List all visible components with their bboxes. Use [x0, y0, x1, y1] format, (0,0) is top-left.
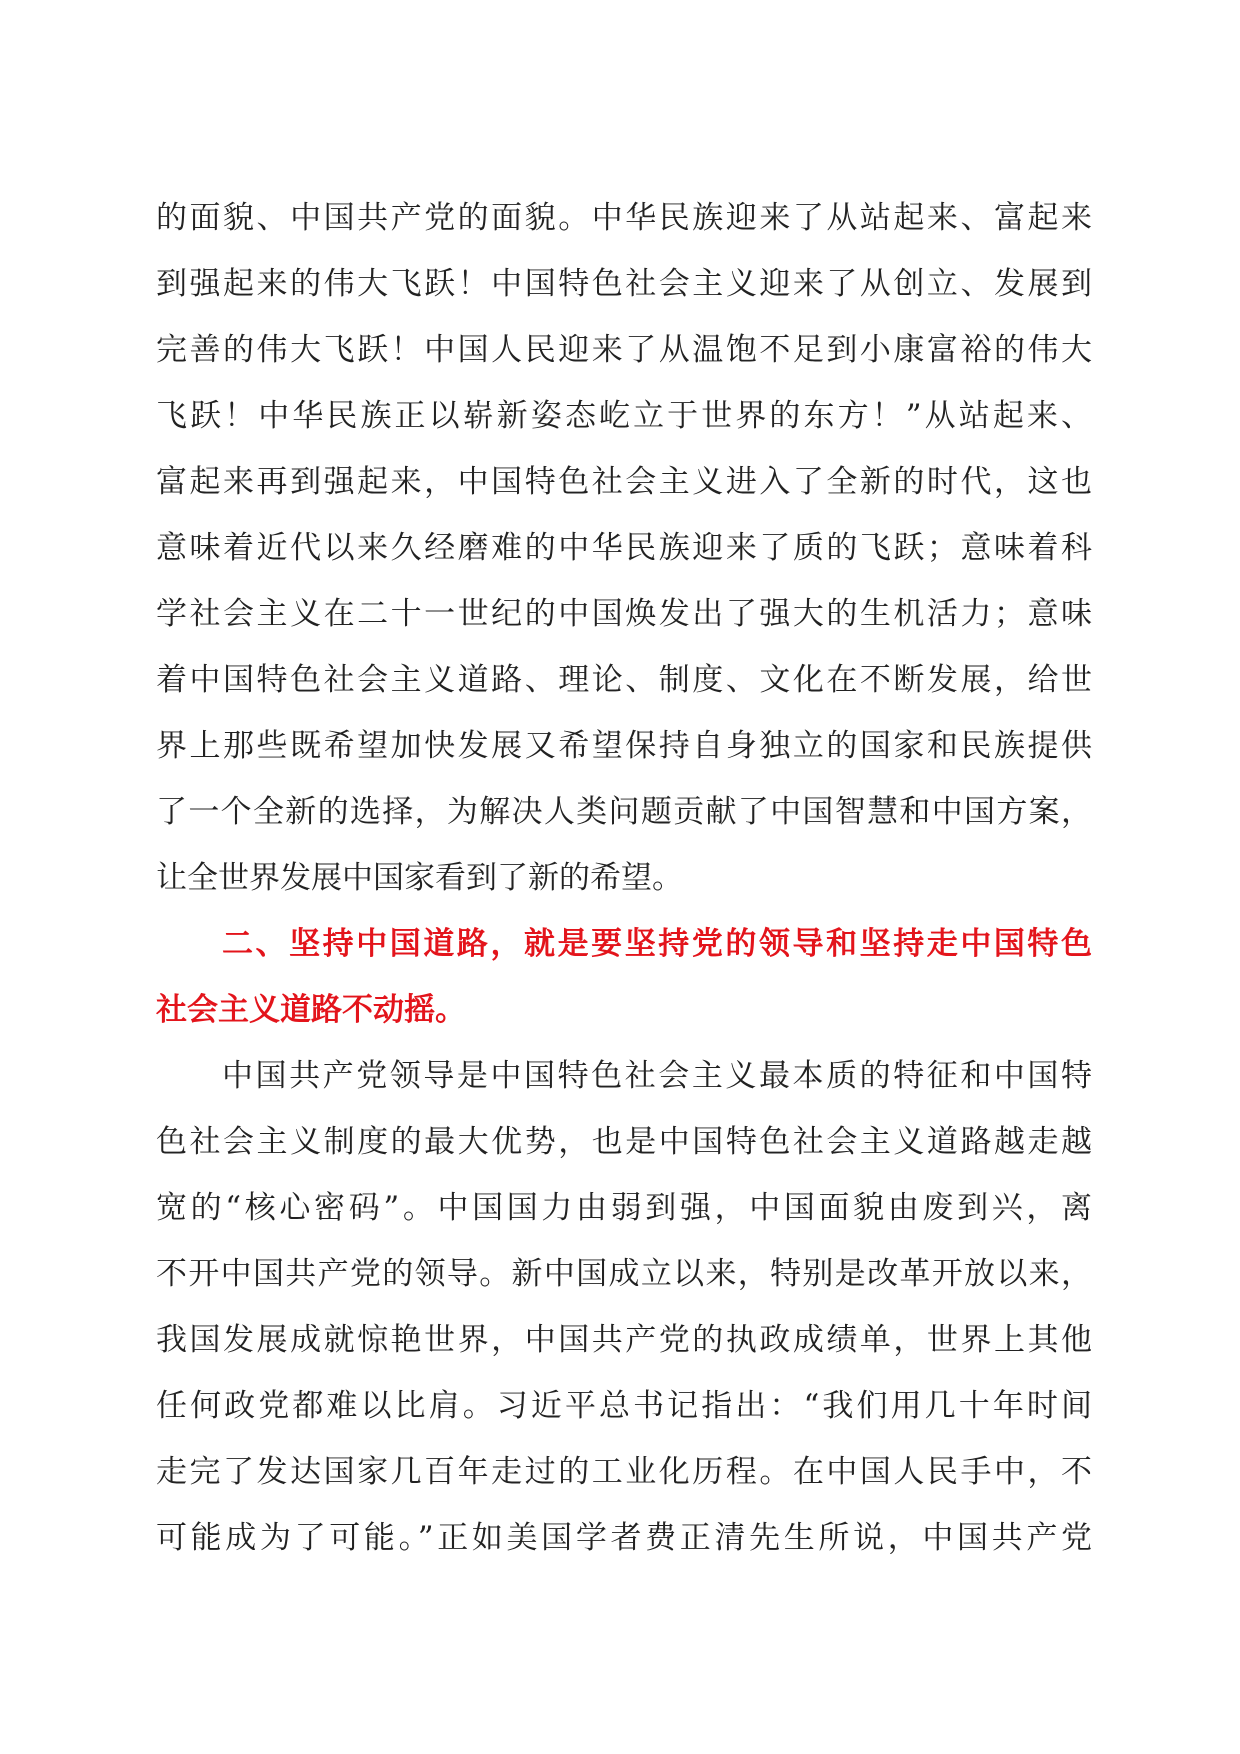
- document-body: [156, 185, 1092, 1571]
- paragraph-2-line: 我国发展成就惊艳世界，中国共产党的执政成绩单，世界上其他: [156, 1322, 1092, 1358]
- paragraph-1-line: 到强起来的伟大飞跃！中国特色社会主义迎来了从创立、发展到: [156, 266, 1092, 302]
- paragraph-2-line: 中国共产党领导是中国特色社会主义最本质的特征和中国特: [222, 1058, 1092, 1094]
- paragraph-1-line: 完善的伟大飞跃！中国人民迎来了从温饱不足到小康富裕的伟大: [156, 332, 1092, 368]
- paragraph-2-line: 宽的“核心密码”。中国国力由弱到强，中国面貌由废到兴，离: [156, 1190, 1092, 1226]
- paragraph-1-line: 让全世界发展中国家看到了新的希望。: [156, 860, 683, 896]
- paragraph-1-line: 的面貌、中国共产党的面貌。中华民族迎来了从站起来、富起来: [156, 200, 1092, 236]
- paragraph-1-line: 飞跃！中华民族正以崭新姿态屹立于世界的东方！”从站起来、: [156, 398, 1092, 434]
- paragraph-2-line: 走完了发达国家几百年走过的工业化历程。在中国人民手中，不: [156, 1454, 1092, 1490]
- paragraph-1-line: 意味着近代以来久经磨难的中华民族迎来了质的飞跃；意味着科: [156, 530, 1092, 566]
- section-heading-line: 社会主义道路不动摇。: [156, 992, 466, 1028]
- paragraph-1-line: 着中国特色社会主义道路、理论、制度、文化在不断发展，给世: [156, 662, 1092, 698]
- paragraph-1-line: 界上那些既希望加快发展又希望保持自身独立的国家和民族提供: [156, 728, 1092, 764]
- paragraph-1-line: 了一个全新的选择，为解决人类问题贡献了中国智慧和中国方案，: [156, 794, 1092, 830]
- paragraph-2-line: 任何政党都难以比肩。习近平总书记指出：“我们用几十年时间: [156, 1388, 1092, 1424]
- paragraph-2-line: 可能成为了可能。”正如美国学者费正清先生所说，中国共产党: [156, 1520, 1092, 1556]
- paragraph-2-line: 色社会主义制度的最大优势，也是中国特色社会主义道路越走越: [156, 1124, 1092, 1160]
- paragraph-2-line: 不开中国共产党的领导。新中国成立以来，特别是改革开放以来，: [156, 1256, 1092, 1292]
- paragraph-1-line: 富起来再到强起来，中国特色社会主义进入了全新的时代，这也: [156, 464, 1092, 500]
- paragraph-1-line: 学社会主义在二十一世纪的中国焕发出了强大的生机活力；意味: [156, 596, 1092, 632]
- section-heading-line: 二、坚持中国道路，就是要坚持党的领导和坚持走中国特色: [222, 926, 1092, 962]
